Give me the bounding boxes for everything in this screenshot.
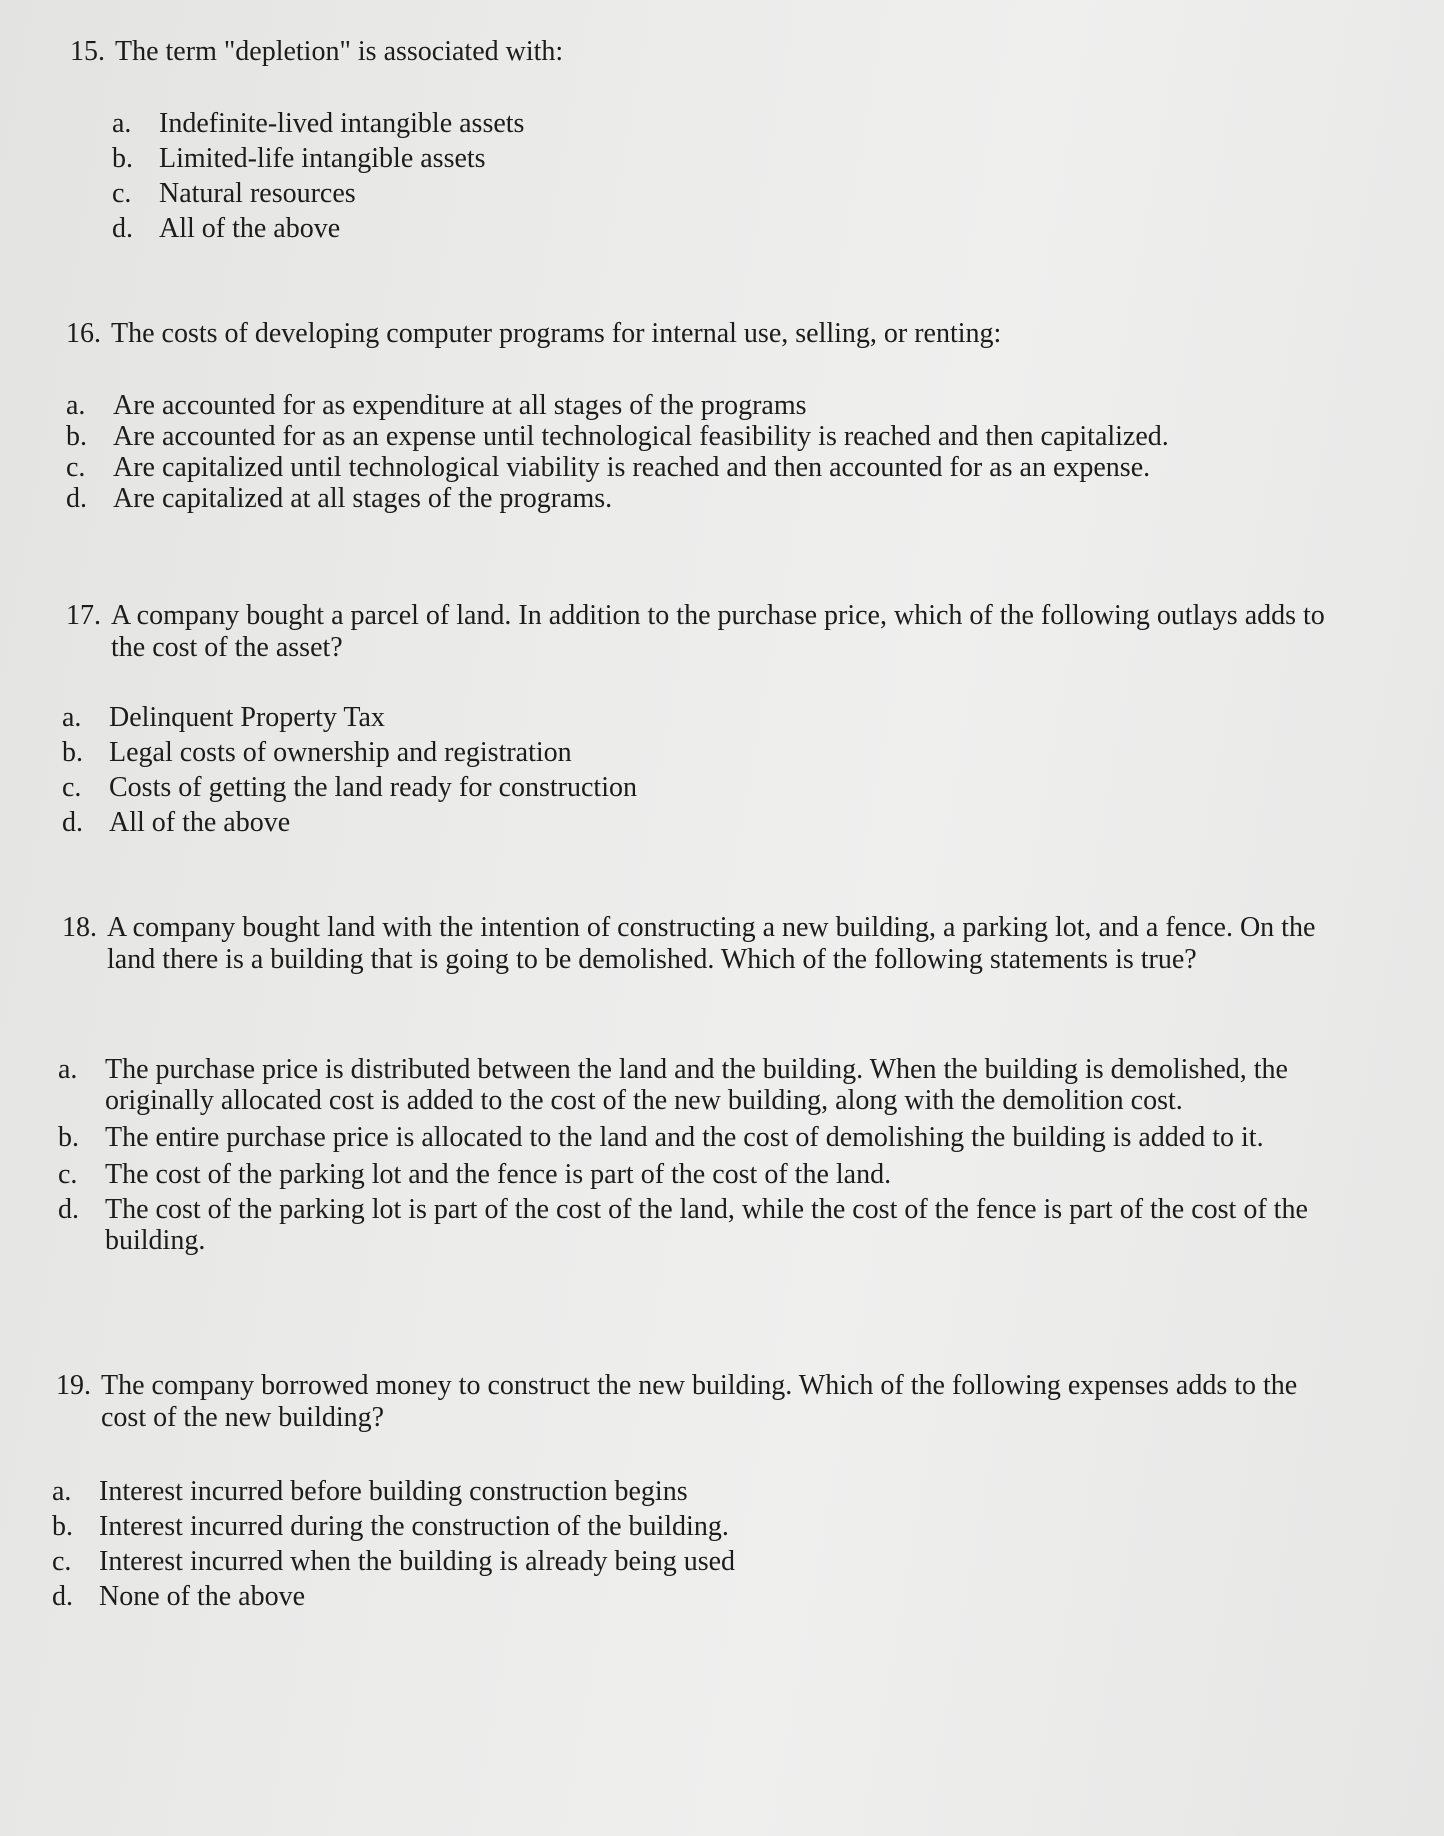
- options-19: [52, 1474, 1052, 1614]
- option-d: [52, 1579, 1052, 1614]
- option-text: Are accounted for as expenditure at all stages of the programs: [113, 390, 807, 421]
- option-c: [58, 1159, 1338, 1190]
- option-text: The entire purchase price is allocated to the land and the cost of demolishing the building is added to it.: [105, 1122, 1264, 1153]
- question-16: [66, 318, 1366, 350]
- option-letter: b.: [112, 143, 133, 174]
- question-number: 17.: [66, 600, 101, 631]
- option-a: [66, 390, 1386, 421]
- question-17: [66, 600, 1346, 664]
- option-c: [66, 452, 1386, 483]
- question-number: 16.: [66, 318, 101, 349]
- option-c: [112, 176, 1112, 211]
- option-letter: b.: [58, 1122, 79, 1153]
- option-letter: d.: [66, 483, 87, 514]
- question-text: A company bought a parcel of land. In addition to the purchase price, which of the following outlays adds to the cost of the asset?: [111, 600, 1325, 663]
- option-text: Are capitalized at all stages of the programs.: [113, 483, 613, 514]
- option-text: Legal costs of ownership and registration: [109, 737, 572, 768]
- option-d: [62, 805, 1062, 840]
- option-text: Indefinite-lived intangible assets: [159, 108, 525, 139]
- option-letter: d.: [52, 1581, 73, 1612]
- option-text: Limited-life intangible assets: [159, 143, 486, 174]
- option-letter: c.: [62, 772, 82, 803]
- option-text: Delinquent Property Tax: [109, 702, 385, 733]
- option-text: None of the above: [99, 1581, 306, 1612]
- option-text: Are accounted for as an expense until technological feasibility is reached and then capitalized.: [113, 421, 1169, 452]
- option-text: Interest incurred when the building is already being used: [99, 1546, 736, 1577]
- option-a: [52, 1474, 1052, 1509]
- question-15: [70, 36, 1370, 68]
- options-16: [66, 390, 1386, 514]
- question-number: 19.: [56, 1370, 91, 1401]
- option-c: [62, 770, 1062, 805]
- option-letter: d.: [62, 807, 83, 838]
- option-letter: a.: [62, 702, 82, 733]
- option-letter: b.: [52, 1511, 73, 1542]
- option-letter: a.: [112, 108, 132, 139]
- option-letter: a.: [66, 390, 86, 421]
- option-text: All of the above: [159, 213, 341, 244]
- option-text: The cost of the parking lot and the fence is part of the cost of the land.: [105, 1159, 892, 1190]
- option-a: [58, 1054, 1338, 1116]
- option-d: [58, 1194, 1338, 1256]
- question-text: A company bought land with the intention of constructing a new building, a parking lot, and a fence. On the land there is a building that is going to be demolished. Which of the following statements is true?: [107, 912, 1316, 975]
- question-number: 15.: [70, 36, 105, 67]
- option-text: The purchase price is distributed between the land and the building. When the building is demolished, the originally allocated cost is added to the cost of the new building, along with the demolition cost.: [105, 1054, 1288, 1116]
- option-d: [66, 483, 1386, 514]
- option-text: Natural resources: [159, 178, 356, 209]
- option-b: [62, 735, 1062, 770]
- option-text: Costs of getting the land ready for construction: [109, 772, 637, 803]
- option-text: The cost of the parking lot is part of the cost of the land, while the cost of the fence is part of the cost of the building.: [105, 1194, 1308, 1256]
- option-a: [62, 700, 1062, 735]
- option-letter: d.: [58, 1194, 79, 1225]
- options-15: [112, 106, 1112, 246]
- option-c: [52, 1544, 1052, 1579]
- options-18: [58, 1054, 1338, 1256]
- option-d: [112, 211, 1112, 246]
- option-letter: c.: [52, 1546, 72, 1577]
- question-18: [62, 912, 1332, 976]
- option-text: Interest incurred during the construction of the building.: [99, 1511, 729, 1542]
- options-17: [62, 700, 1062, 840]
- option-letter: d.: [112, 213, 133, 244]
- question-19: [56, 1370, 1336, 1434]
- option-text: Are capitalized until technological viability is reached and then accounted for as an expense.: [113, 452, 1151, 483]
- option-text: Interest incurred before building construction begins: [99, 1476, 688, 1507]
- option-text: All of the above: [109, 807, 291, 838]
- option-letter: c.: [112, 178, 132, 209]
- question-text: The term "depletion" is associated with:: [115, 36, 564, 67]
- option-letter: b.: [62, 737, 83, 768]
- option-b: [52, 1509, 1052, 1544]
- option-letter: c.: [58, 1159, 78, 1190]
- option-b: [58, 1122, 1338, 1153]
- option-letter: b.: [66, 421, 87, 452]
- question-text: The company borrowed money to construct the new building. Which of the following expenses adds to the cost of the new building?: [101, 1370, 1298, 1433]
- option-letter: c.: [66, 452, 86, 483]
- option-a: [112, 106, 1112, 141]
- question-number: 18.: [62, 912, 97, 943]
- option-letter: a.: [52, 1476, 72, 1507]
- option-b: [66, 421, 1386, 452]
- option-b: [112, 141, 1112, 176]
- option-letter: a.: [58, 1054, 78, 1085]
- question-text: The costs of developing computer programs for internal use, selling, or renting:: [111, 318, 1002, 349]
